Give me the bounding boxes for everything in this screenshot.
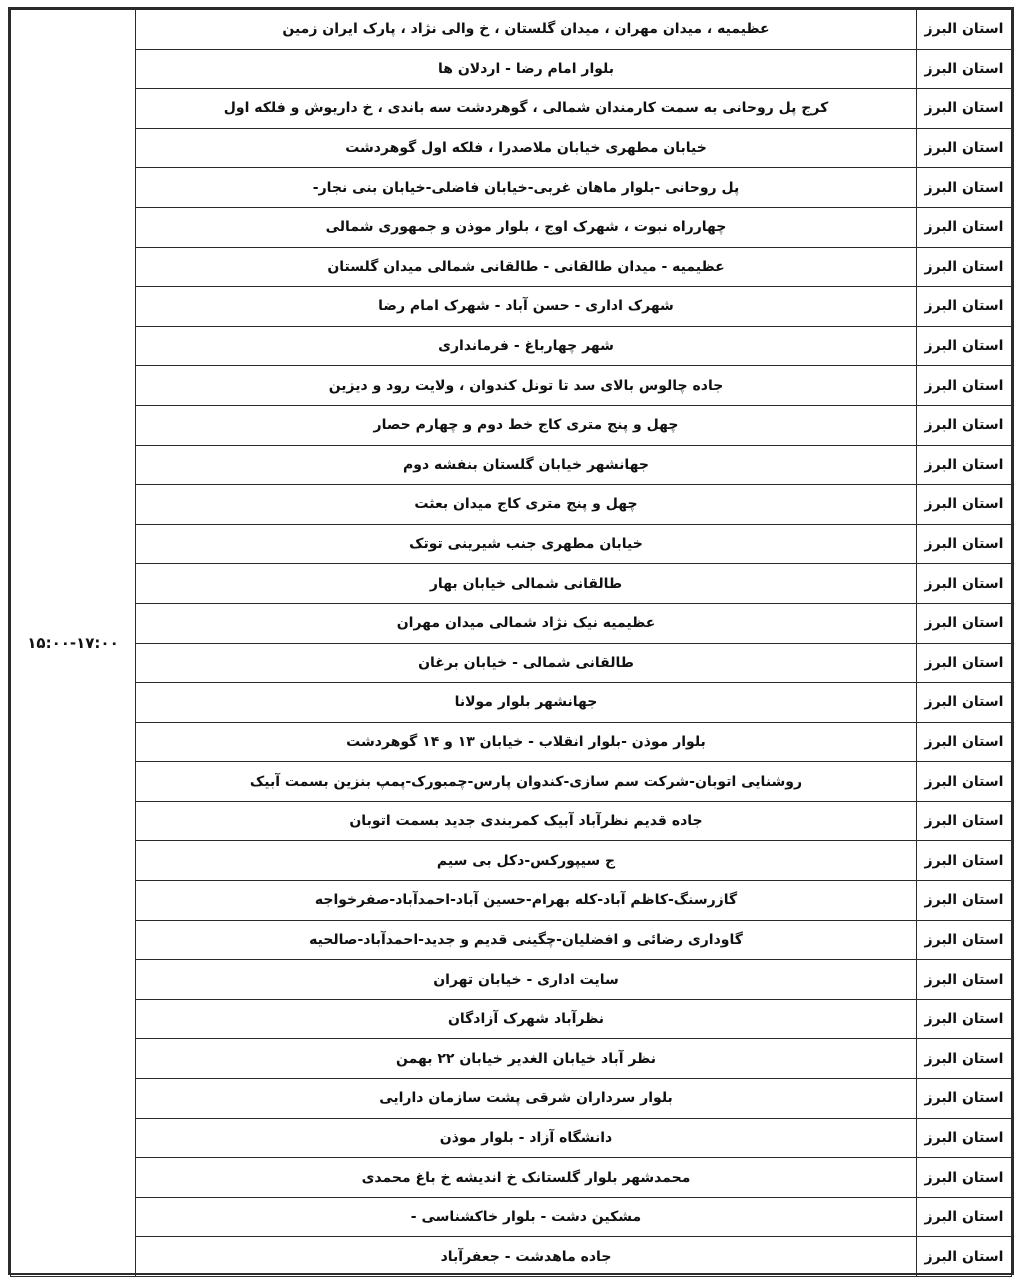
table-row [11,1039,1012,1079]
province-cell: استان البرز [917,1039,1012,1079]
province-cell: استان البرز [917,405,1012,445]
table-row [11,801,1012,841]
table-row [11,326,1012,366]
table-row [11,1237,1012,1277]
table-row [11,920,1012,960]
province-cell: استان البرز [917,1237,1012,1277]
table-row [11,10,1012,50]
area-cell: عظیمیه - میدان طالقانی - طالقانی شمالی میدان گلستان [136,247,917,287]
area-cell: سایت اداری - خیابان تهران [136,960,917,1000]
province-cell: استان البرز [917,603,1012,643]
province-cell: استان البرز [917,485,1012,525]
province-cell: استان البرز [917,1197,1012,1237]
area-cell: عظیمیه نیک نژاد شمالی میدان مهران [136,603,917,643]
province-cell: استان البرز [917,49,1012,89]
area-cell: چهل و پنج متری کاج خط دوم و چهارم حصار [136,405,917,445]
area-cell: جاده ماهدشت - جعفرآباد [136,1237,917,1277]
province-cell: استان البرز [917,722,1012,762]
table-row [11,287,1012,327]
table-row [11,524,1012,564]
table-row [11,485,1012,525]
table-row [11,841,1012,881]
outage-schedule-body [11,10,1012,1277]
area-cell: روشنایی اتوبان-شرکت سم سازی-کندوان پارس-چمبورک-پمپ بنزین بسمت آبیک [136,762,917,802]
table-row [11,960,1012,1000]
table-row [11,1079,1012,1119]
table-row [11,49,1012,89]
area-cell: طالقانی شمالی خیابان بهار [136,564,917,604]
province-cell: استان البرز [917,366,1012,406]
province-cell: استان البرز [917,89,1012,129]
area-cell: جهانشهر بلوار مولانا [136,683,917,723]
area-cell: نظرآباد شهرک آزادگان [136,999,917,1039]
province-cell: استان البرز [917,960,1012,1000]
area-cell: نظر آباد خیابان الغدیر خیابان ۲۲ بهمن [136,1039,917,1079]
area-cell: دانشگاه آزاد - بلوار موذن [136,1118,917,1158]
table-row [11,643,1012,683]
province-cell: استان البرز [917,10,1012,50]
table-row [11,1158,1012,1198]
table-row [11,1197,1012,1237]
outage-schedule-table [10,9,1012,1277]
province-cell: استان البرز [917,1158,1012,1198]
table-row [11,564,1012,604]
area-cell: گاوداری رضائی و افضلیان-چگینی قدیم و جدید-احمدآباد-صالحیه [136,920,917,960]
area-cell: شهرک اداری - حسن آباد - شهرک امام رضا [136,287,917,327]
province-cell: استان البرز [917,207,1012,247]
table-row [11,168,1012,208]
table-row [11,128,1012,168]
area-cell: محمدشهر بلوار گلستانک خ اندیشه خ باغ محمدی [136,1158,917,1198]
province-cell: استان البرز [917,841,1012,881]
table-row [11,603,1012,643]
province-cell: استان البرز [917,1079,1012,1119]
area-cell: ج سیپورکس-دکل بی سیم [136,841,917,881]
time-range-cell [11,10,136,1277]
province-cell: استان البرز [917,643,1012,683]
time-range-text: ۱۵:۰۰-۱۷:۰۰ [27,634,119,652]
area-cell: جاده چالوس بالای سد تا تونل کندوان ، ولایت رود و دیزین [136,366,917,406]
table-row [11,762,1012,802]
province-cell: استان البرز [917,881,1012,921]
outage-schedule-sheet [8,7,1014,1275]
table-row [11,683,1012,723]
table-row [11,722,1012,762]
area-cell: خیابان مطهری خیابان ملاصدرا ، فلکه اول گوهردشت [136,128,917,168]
province-cell: استان البرز [917,128,1012,168]
province-cell: استان البرز [917,287,1012,327]
table-row [11,881,1012,921]
table-row [11,405,1012,445]
area-cell: چهل و پنج متری کاج میدان بعثت [136,485,917,525]
area-cell: بلوار امام رضا - اردلان ها [136,49,917,89]
table-row [11,999,1012,1039]
province-cell: استان البرز [917,564,1012,604]
area-cell: خیابان مطهری جنب شیرینی توتک [136,524,917,564]
province-cell: استان البرز [917,445,1012,485]
area-cell: بلوار موذن -بلوار انقلاب - خیابان ۱۳ و ۱۴ گوهردشت [136,722,917,762]
area-cell: جاده قدیم نظرآباد آبیک کمربندی جدید بسمت اتوبان [136,801,917,841]
province-cell: استان البرز [917,801,1012,841]
area-cell: مشکین دشت - بلوار خاکشناسی - [136,1197,917,1237]
table-row [11,89,1012,129]
province-cell: استان البرز [917,168,1012,208]
province-cell: استان البرز [917,920,1012,960]
area-cell: چهارراه نبوت ، شهرک اوج ، بلوار موذن و جمهوری شمالی [136,207,917,247]
province-cell: استان البرز [917,326,1012,366]
area-cell: جهانشهر خیابان گلستان بنفشه دوم [136,445,917,485]
area-cell: طالقانی شمالی - خیابان برغان [136,643,917,683]
area-cell: شهر چهارباغ - فرمانداری [136,326,917,366]
area-cell: پل روحانی -بلوار ماهان غربی-خیابان فاضلی-خیابان بنی نجار- [136,168,917,208]
area-cell: عظیمیه ، میدان مهران ، میدان گلستان ، خ والی نژاد ، پارک ایران زمین [136,10,917,50]
area-cell: کرج پل روحانی به سمت کارمندان شمالی ، گوهردشت سه باندی ، خ داریوش و فلکه اول [136,89,917,129]
table-row [11,247,1012,287]
province-cell: استان البرز [917,683,1012,723]
province-cell: استان البرز [917,762,1012,802]
table-row [11,445,1012,485]
table-row [11,1118,1012,1158]
table-row [11,366,1012,406]
area-cell: گازرسنگ-کاظم آباد-کله بهرام-حسین آباد-احمدآباد-صفرخواجه [136,881,917,921]
area-cell: بلوار سرداران شرقی پشت سازمان دارایی [136,1079,917,1119]
province-cell: استان البرز [917,524,1012,564]
province-cell: استان البرز [917,1118,1012,1158]
province-cell: استان البرز [917,247,1012,287]
province-cell: استان البرز [917,999,1012,1039]
table-row [11,207,1012,247]
